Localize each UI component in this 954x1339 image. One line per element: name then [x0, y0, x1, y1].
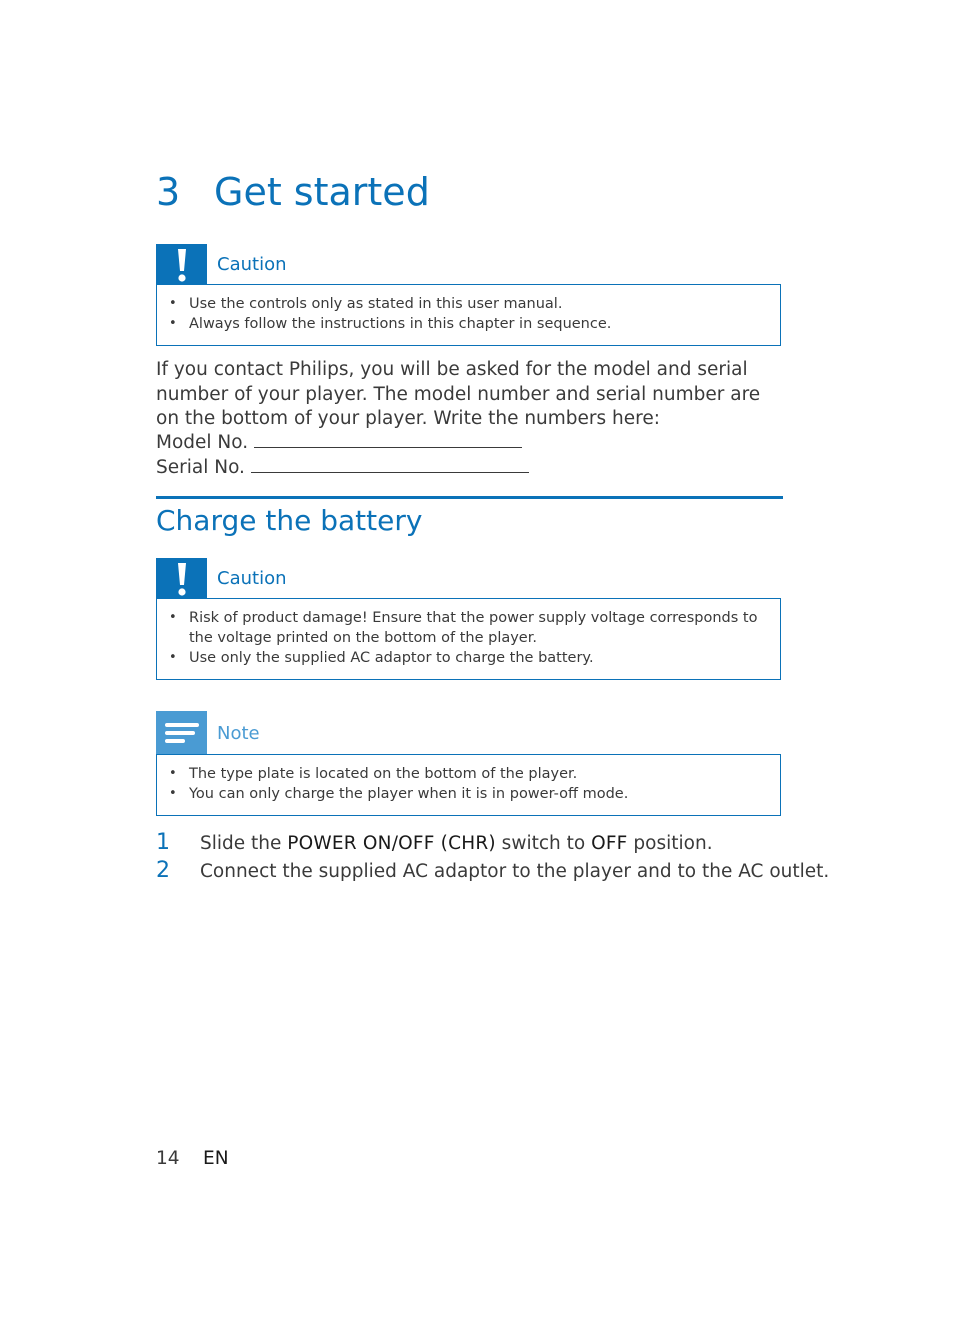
list-item: • The type plate is located on the bottom of the player. [169, 766, 578, 782]
caution-label: Caution [217, 254, 287, 275]
note-label: Note [217, 723, 260, 744]
step-number: 1 [156, 830, 170, 855]
step-text: Connect the supplied AC adaptor to the player and to the AC outlet. [200, 861, 830, 882]
section-title: Charge the battery [156, 504, 423, 537]
step-number: 2 [156, 858, 170, 883]
caution-label: Caution [217, 568, 287, 589]
caution-box [156, 284, 781, 346]
page-language: EN [203, 1148, 229, 1169]
chapter-number: 3 [156, 170, 181, 214]
caution-box [156, 598, 781, 680]
model-number-field [156, 431, 522, 456]
power-switch-keyword: POWER ON/OFF (CHR) [287, 833, 496, 854]
list-item: • Always follow the instructions in this chapter in sequence. [169, 316, 612, 332]
model-number-label: Model No. [156, 432, 249, 453]
caution-list [169, 608, 768, 668]
caution-icon-block [156, 558, 207, 599]
note-icon-block [156, 711, 207, 755]
page-number: 14 [156, 1148, 180, 1169]
note-lines-icon [164, 721, 200, 745]
caution-icon-block [156, 244, 207, 285]
exclamation-icon [175, 247, 189, 283]
list-item: • Use the controls only as stated in this user manual. [169, 296, 563, 312]
list-item: • Use only the supplied AC adaptor to charge the battery. [169, 650, 594, 666]
list-item: • You can only charge the player when it is in power-off mode. [169, 786, 629, 802]
section-divider [156, 496, 783, 499]
serial-number-blank [251, 458, 529, 473]
list-item: • Risk of product damage! Ensure that the power supply voltage corresponds to the voltage printed on the bottom of the player. [169, 610, 758, 646]
note-list [169, 764, 768, 804]
exclamation-icon [175, 561, 189, 597]
serial-number-field [156, 456, 529, 481]
chapter-title-text: Get started [214, 170, 430, 214]
note-box [156, 754, 781, 816]
intro-paragraph: If you contact Philips, you will be asked for the model and serial number of your player. The model number and serial number are on the bottom of your player. Write the numbers here: [156, 359, 761, 429]
model-number-blank [254, 433, 522, 448]
caution-list [169, 294, 768, 334]
serial-number-label: Serial No. [156, 457, 245, 478]
chapter-title [156, 168, 430, 216]
step-text: Slide the POWER ON/OFF (CHR) switch to OFF position. [200, 833, 713, 854]
off-keyword: OFF [591, 833, 628, 854]
